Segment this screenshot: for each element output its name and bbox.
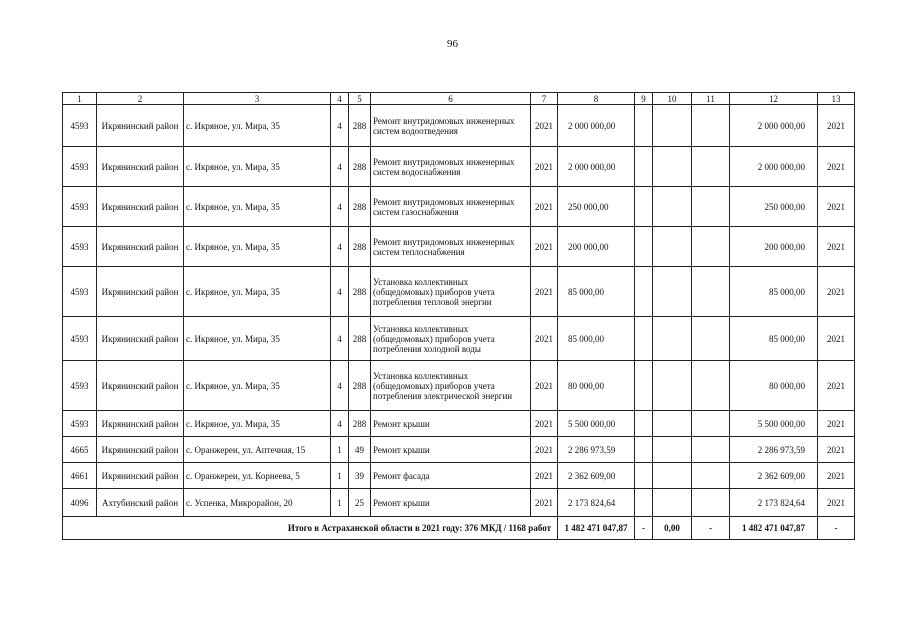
table-row: [63, 361, 855, 411]
cell-row-id: 4096: [63, 489, 97, 517]
cell-col9: [635, 267, 653, 317]
cell-address: с. Успенка, Микрорайон, 20: [184, 489, 331, 517]
column-header-12: 12: [730, 93, 818, 105]
table-row: [63, 437, 855, 463]
cell-total: 250 000,00: [730, 187, 818, 227]
cell-col10: [653, 105, 692, 147]
cell-col13: 2021: [818, 463, 855, 489]
cell-col5: 288: [349, 187, 371, 227]
table-row: [63, 489, 855, 517]
cell-work-type: Ремонт внутридомовых инженерных систем водоснабжения: [371, 147, 531, 187]
cell-col4: 4: [331, 227, 349, 267]
column-header-1: 1: [63, 93, 97, 105]
cell-col10: [653, 361, 692, 411]
cell-total: 200 000,00: [730, 227, 818, 267]
cell-work-type: Ремонт внутридомовых инженерных систем газоснабжения: [371, 187, 531, 227]
cell-address: с. Икряное, ул. Мира, 35: [184, 147, 331, 187]
cell-cost: 2 000 000,00: [558, 147, 635, 187]
cell-col11: [692, 227, 730, 267]
cell-year: 2021: [531, 187, 558, 227]
cell-col9: [635, 411, 653, 437]
cell-col10: [653, 317, 692, 361]
cell-col11: [692, 437, 730, 463]
cell-district: Икрянинский район: [97, 227, 184, 267]
cell-col4: 1: [331, 437, 349, 463]
cell-col4: 4: [331, 105, 349, 147]
summary-total: 1 482 471 047,87: [730, 517, 818, 540]
cell-year: 2021: [531, 227, 558, 267]
cell-col10: [653, 437, 692, 463]
page-number: 96: [447, 38, 458, 50]
cell-total: 2 000 000,00: [730, 147, 818, 187]
cell-col11: [692, 147, 730, 187]
cell-cost: 250 000,00: [558, 187, 635, 227]
cell-col11: [692, 317, 730, 361]
cell-year: 2021: [531, 317, 558, 361]
cell-col13: 2021: [818, 361, 855, 411]
table-row: [63, 147, 855, 187]
cell-col11: [692, 267, 730, 317]
cell-address: с. Икряное, ул. Мира, 35: [184, 411, 331, 437]
cell-col13: 2021: [818, 317, 855, 361]
column-header-6: 6: [371, 93, 531, 105]
cell-col4: 4: [331, 411, 349, 437]
cell-total: 85 000,00: [730, 317, 818, 361]
cell-col9: [635, 437, 653, 463]
column-header-8: 8: [558, 93, 635, 105]
cell-col9: [635, 463, 653, 489]
summary-cost: 1 482 471 047,87: [558, 517, 635, 540]
cell-col5: 288: [349, 361, 371, 411]
cell-district: Икрянинский район: [97, 437, 184, 463]
cell-col11: [692, 411, 730, 437]
cell-district: Икрянинский район: [97, 105, 184, 147]
cell-col5: 39: [349, 463, 371, 489]
table-row: [63, 105, 855, 147]
cell-col5: 288: [349, 105, 371, 147]
cell-col11: [692, 105, 730, 147]
cell-row-id: 4593: [63, 227, 97, 267]
cell-col11: [692, 489, 730, 517]
column-header-10: 10: [653, 93, 692, 105]
cell-col9: [635, 147, 653, 187]
cell-col4: 1: [331, 489, 349, 517]
cell-col13: 2021: [818, 267, 855, 317]
cell-col5: 288: [349, 227, 371, 267]
cell-district: Икрянинский район: [97, 317, 184, 361]
cell-district: Икрянинский район: [97, 147, 184, 187]
summary-col13: -: [818, 517, 855, 540]
column-header-13: 13: [818, 93, 855, 105]
cell-col13: 2021: [818, 227, 855, 267]
cell-col9: [635, 227, 653, 267]
cell-col4: 4: [331, 361, 349, 411]
cell-cost: 5 500 000,00: [558, 411, 635, 437]
cell-col11: [692, 463, 730, 489]
cell-col9: [635, 105, 653, 147]
cell-district: Ахтубинский район: [97, 489, 184, 517]
cell-total: 2 286 973,59: [730, 437, 818, 463]
cell-address: с. Икряное, ул. Мира, 35: [184, 361, 331, 411]
cell-row-id: 4593: [63, 317, 97, 361]
header-row: [63, 93, 855, 105]
cell-district: Икрянинский район: [97, 411, 184, 437]
cell-district: Икрянинский район: [97, 187, 184, 227]
cell-work-type: Установка коллективных (общедомовых) приборов учета потребления холодной воды: [371, 317, 531, 361]
table-row: [63, 463, 855, 489]
cell-col4: 4: [331, 267, 349, 317]
column-header-11: 11: [692, 93, 730, 105]
cell-total: 2 173 824,64: [730, 489, 818, 517]
cell-col10: [653, 267, 692, 317]
summary-col9: -: [635, 517, 653, 540]
cell-col4: 4: [331, 147, 349, 187]
cell-district: Икрянинский район: [97, 361, 184, 411]
cell-col4: 4: [331, 187, 349, 227]
cell-work-type: Ремонт фасада: [371, 463, 531, 489]
cell-col5: 288: [349, 317, 371, 361]
cell-col10: [653, 411, 692, 437]
summary-col10: 0,00: [653, 517, 692, 540]
cell-total: 85 000,00: [730, 267, 818, 317]
cell-row-id: 4593: [63, 187, 97, 227]
cell-cost: 2 173 824,64: [558, 489, 635, 517]
cell-col9: [635, 317, 653, 361]
cell-col13: 2021: [818, 187, 855, 227]
column-header-9: 9: [635, 93, 653, 105]
cell-work-type: Ремонт крыши: [371, 437, 531, 463]
cell-col11: [692, 187, 730, 227]
cell-cost: 2 000 000,00: [558, 105, 635, 147]
cell-cost: 85 000,00: [558, 267, 635, 317]
repair-registry-table: [62, 92, 855, 540]
table-body: [63, 105, 855, 517]
cell-row-id: 4593: [63, 105, 97, 147]
column-header-4: 4: [331, 93, 349, 105]
cell-col5: 49: [349, 437, 371, 463]
cell-col13: 2021: [818, 105, 855, 147]
cell-year: 2021: [531, 411, 558, 437]
cell-cost: 80 000,00: [558, 361, 635, 411]
table-row: [63, 227, 855, 267]
table-row: [63, 267, 855, 317]
cell-col9: [635, 187, 653, 227]
cell-col10: [653, 489, 692, 517]
cell-cost: 2 362 609,00: [558, 463, 635, 489]
cell-district: Икрянинский район: [97, 463, 184, 489]
cell-year: 2021: [531, 463, 558, 489]
cell-total: 80 000,00: [730, 361, 818, 411]
cell-address: с. Икряное, ул. Мира, 35: [184, 317, 331, 361]
cell-row-id: 4593: [63, 147, 97, 187]
column-header-7: 7: [531, 93, 558, 105]
cell-address: с. Икряное, ул. Мира, 35: [184, 227, 331, 267]
cell-col13: 2021: [818, 437, 855, 463]
cell-col10: [653, 187, 692, 227]
cell-col4: 4: [331, 317, 349, 361]
cell-year: 2021: [531, 437, 558, 463]
cell-col4: 1: [331, 463, 349, 489]
cell-work-type: Ремонт внутридомовых инженерных систем теплоснабжения: [371, 227, 531, 267]
cell-col13: 2021: [818, 489, 855, 517]
cell-year: 2021: [531, 147, 558, 187]
cell-col10: [653, 463, 692, 489]
cell-col13: 2021: [818, 147, 855, 187]
cell-address: с. Икряное, ул. Мира, 35: [184, 267, 331, 317]
column-header-3: 3: [184, 93, 331, 105]
cell-work-type: Установка коллективных (общедомовых) приборов учета потребления тепловой энергии: [371, 267, 531, 317]
column-header-5: 5: [349, 93, 371, 105]
cell-address: с. Оранжереи, ул. Корнеева, 5: [184, 463, 331, 489]
cell-total: 2 000 000,00: [730, 105, 818, 147]
summary-title: Итого в Астраханской области в 2021 году: 376 МКД / 1168 работ: [63, 517, 558, 540]
summary-row: [63, 517, 855, 540]
summary-col11: -: [692, 517, 730, 540]
cell-col10: [653, 147, 692, 187]
cell-work-type: Ремонт крыши: [371, 489, 531, 517]
cell-col10: [653, 227, 692, 267]
cell-col5: 288: [349, 411, 371, 437]
cell-col13: 2021: [818, 411, 855, 437]
cell-total: 2 362 609,00: [730, 463, 818, 489]
cell-year: 2021: [531, 489, 558, 517]
cell-cost: 200 000,00: [558, 227, 635, 267]
cell-col5: 288: [349, 147, 371, 187]
cell-row-id: 4661: [63, 463, 97, 489]
table-row: [63, 411, 855, 437]
cell-row-id: 4593: [63, 411, 97, 437]
cell-work-type: Ремонт крыши: [371, 411, 531, 437]
cell-year: 2021: [531, 361, 558, 411]
cell-year: 2021: [531, 105, 558, 147]
cell-cost: 85 000,00: [558, 317, 635, 361]
cell-col9: [635, 361, 653, 411]
cell-address: с. Оранжереи, ул. Аптечная, 15: [184, 437, 331, 463]
cell-col11: [692, 361, 730, 411]
cell-total: 5 500 000,00: [730, 411, 818, 437]
cell-row-id: 4665: [63, 437, 97, 463]
cell-row-id: 4593: [63, 361, 97, 411]
table-row: [63, 317, 855, 361]
cell-address: с. Икряное, ул. Мира, 35: [184, 105, 331, 147]
cell-work-type: Установка коллективных (общедомовых) приборов учета потребления электрической энергии: [371, 361, 531, 411]
cell-col5: 288: [349, 267, 371, 317]
cell-col9: [635, 489, 653, 517]
cell-work-type: Ремонт внутридомовых инженерных систем водоотведения: [371, 105, 531, 147]
table-row: [63, 187, 855, 227]
cell-address: с. Икряное, ул. Мира, 35: [184, 187, 331, 227]
cell-row-id: 4593: [63, 267, 97, 317]
cell-cost: 2 286 973,59: [558, 437, 635, 463]
column-header-2: 2: [97, 93, 184, 105]
cell-col5: 25: [349, 489, 371, 517]
cell-district: Икрянинский район: [97, 267, 184, 317]
cell-year: 2021: [531, 267, 558, 317]
